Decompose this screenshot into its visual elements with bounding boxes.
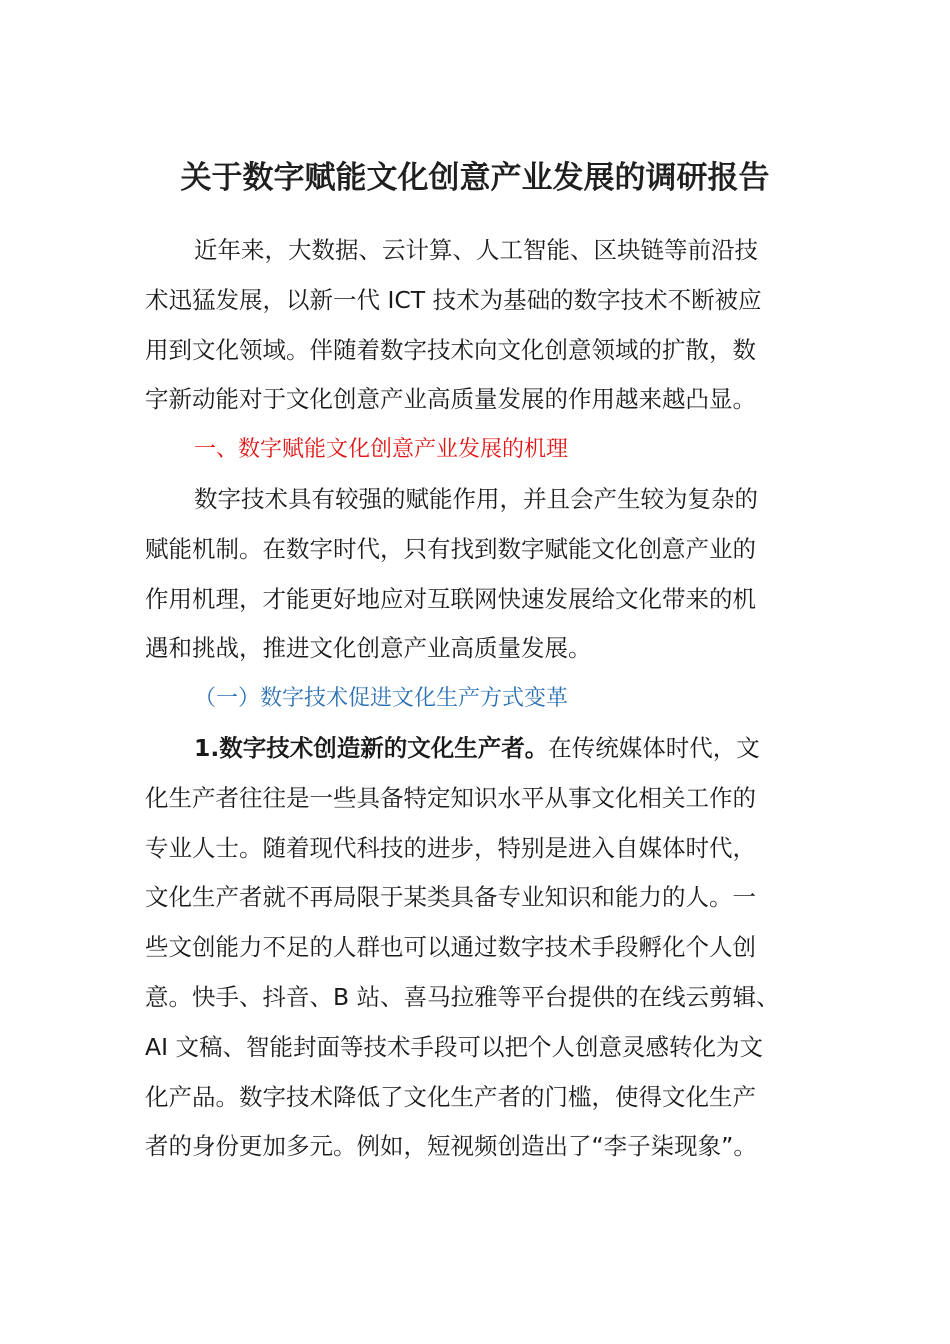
paragraph-line: 专业人士。随着现代科技的进步，特别是进入自媒体时代， <box>145 833 756 862</box>
subsection-heading: （一）数字技术促进文化生产方式变革 <box>194 686 569 712</box>
paragraph-line: 化产品。数字技术降低了文化生产者的门槛，使得文化生产 <box>145 1082 756 1111</box>
document-body <box>145 226 795 1172</box>
paragraph-line: 赋能机制。在数字时代，只有找到数字赋能文化创意产业的 <box>145 534 756 563</box>
paragraph-line: 作用机理，才能更好地应对互联网快速发展给文化带来的机 <box>145 584 756 613</box>
paragraph-line: 意。快手、抖音、B 站、喜马拉雅等平台提供的在线云剪辑、 <box>145 982 780 1011</box>
intro-line: 字新动能对于文化创意产业高质量发展的作用越来越凸显。 <box>145 385 756 414</box>
paragraph-line: 文化生产者就不再局限于某类具备专业知识和能力的人。一 <box>145 883 756 912</box>
point-lead: 1.数字技术创造新的文化生产者。 <box>194 733 549 762</box>
section-heading: 一、数字赋能文化创意产业发展的机理 <box>194 437 569 463</box>
document-title: 关于数字赋能文化创意产业发展的调研报告 <box>180 160 770 196</box>
paragraph-line: 者的身份更加多元。例如，短视频创造出了“李子柒现象”。 <box>145 1132 757 1161</box>
point-lead-rest: 在传统媒体时代，文 <box>548 733 760 762</box>
point-first-line <box>145 724 795 774</box>
intro-line: 用到文化领域。伴随着数字技术向文化创意领域的扩散，数 <box>145 335 756 364</box>
paragraph-line: 化生产者往往是一些具备特定知识水平从事文化相关工作的 <box>145 783 756 812</box>
intro-line: 术迅猛发展，以新一代 ICT 技术为基础的数字技术不断被应 <box>145 285 762 314</box>
paragraph-line: 遇和挑战，推进文化创意产业高质量发展。 <box>145 634 592 663</box>
paragraph-line: 数字技术具有较强的赋能作用，并且会产生较为复杂的 <box>194 484 758 513</box>
paragraph-line: AI 文稿、智能封面等技术手段可以把个人创意灵感转化为文 <box>145 1032 763 1061</box>
intro-line: 近年来，大数据、云计算、人工智能、区块链等前沿技 <box>194 236 758 264</box>
paragraph-line: 些文创能力不足的人群也可以通过数字技术手段孵化个人创 <box>145 933 756 962</box>
